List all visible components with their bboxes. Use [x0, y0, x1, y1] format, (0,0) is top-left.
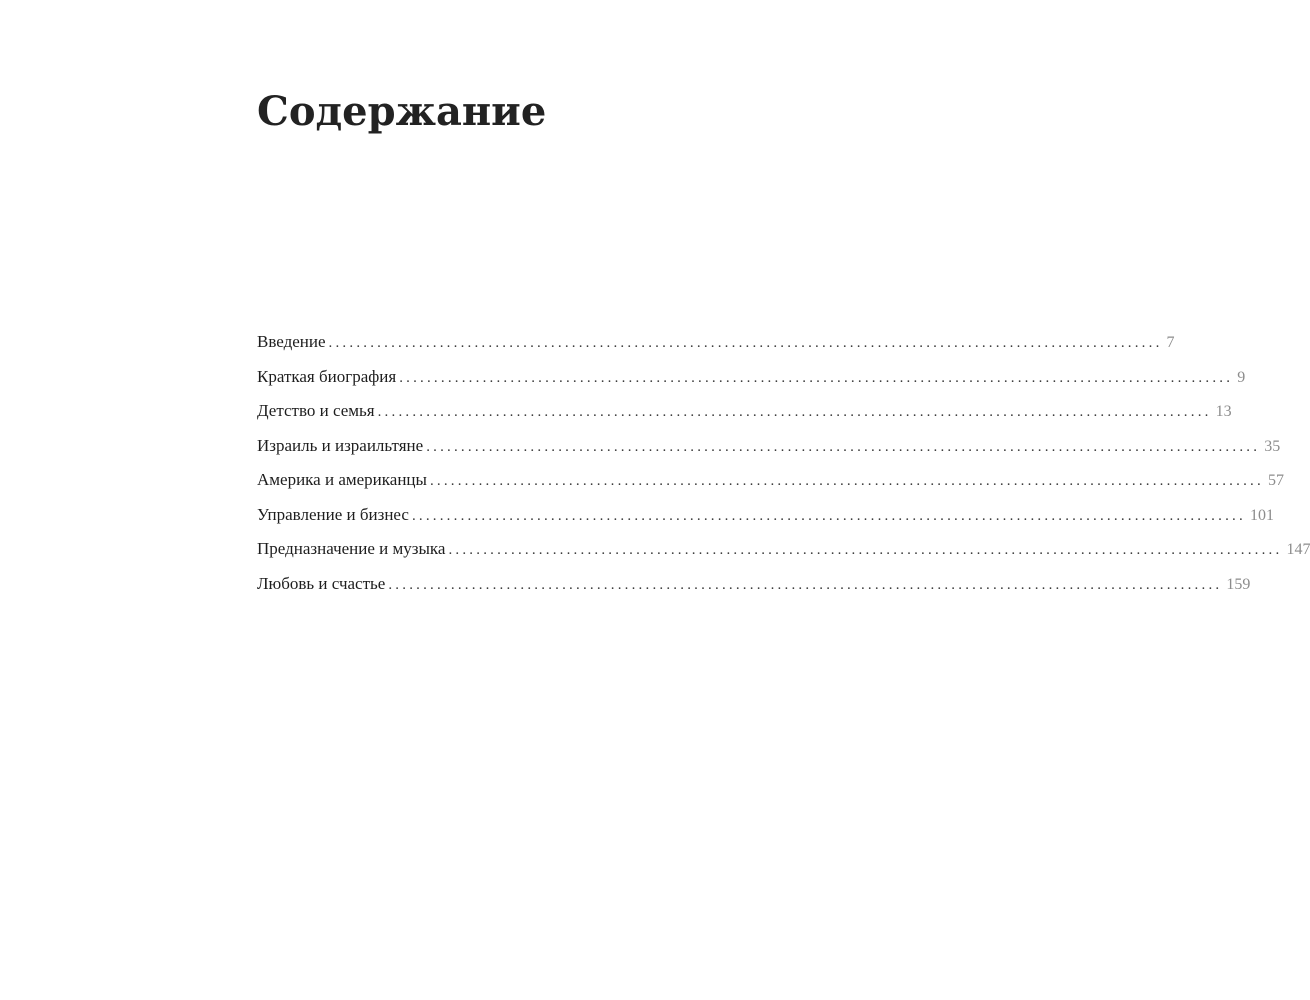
table-of-contents — [257, 332, 1310, 608]
toc-entry — [257, 470, 1284, 505]
toc-entry-label: Америка и американцы — [257, 470, 427, 489]
dot-leader: ........................................................................................................................ — [411, 507, 1246, 524]
dot-leader: ........................................................................................................................ — [399, 369, 1234, 386]
toc-page-number: 147 — [1286, 541, 1310, 558]
toc-entry — [257, 573, 1251, 609]
toc-entry-label: Управление и бизнес — [257, 504, 409, 524]
toc-page-number: 101 — [1249, 506, 1274, 524]
toc-entry — [257, 435, 1281, 471]
dot-leader: ........................................................................................................................ — [429, 473, 1264, 489]
toc-entry — [257, 539, 1310, 574]
dot-leader: ........................................................................................................................ — [328, 335, 1163, 351]
dot-leader: ........................................................................................................................ — [388, 576, 1223, 593]
page-title: Содержание — [257, 88, 547, 135]
toc-page-number: 13 — [1215, 403, 1232, 420]
dot-leader: ........................................................................................................................ — [377, 404, 1212, 420]
dot-leader: ........................................................................................................................ — [426, 438, 1261, 455]
toc-entry — [257, 332, 1175, 367]
toc-entry-label: Детство и семья — [257, 401, 375, 420]
dot-leader: ........................................................................................................................ — [448, 542, 1283, 558]
toc-page-number: 35 — [1264, 437, 1281, 455]
toc-entry-label: Краткая биография — [257, 366, 397, 386]
toc-page-number: 57 — [1267, 472, 1284, 489]
toc-page-number: 9 — [1237, 368, 1246, 386]
toc-entry — [257, 401, 1232, 436]
toc-page-number: 159 — [1226, 575, 1251, 593]
toc-page-number: 7 — [1166, 334, 1175, 351]
toc-entry — [257, 366, 1246, 402]
toc-entry-label: Израиль и израильтяне — [257, 435, 424, 455]
toc-entry — [257, 504, 1274, 540]
toc-entry-label: Любовь и счастье — [257, 573, 386, 593]
toc-entry-label: Предназначение и музыка — [257, 539, 446, 558]
toc-entry-label: Введение — [257, 332, 326, 351]
